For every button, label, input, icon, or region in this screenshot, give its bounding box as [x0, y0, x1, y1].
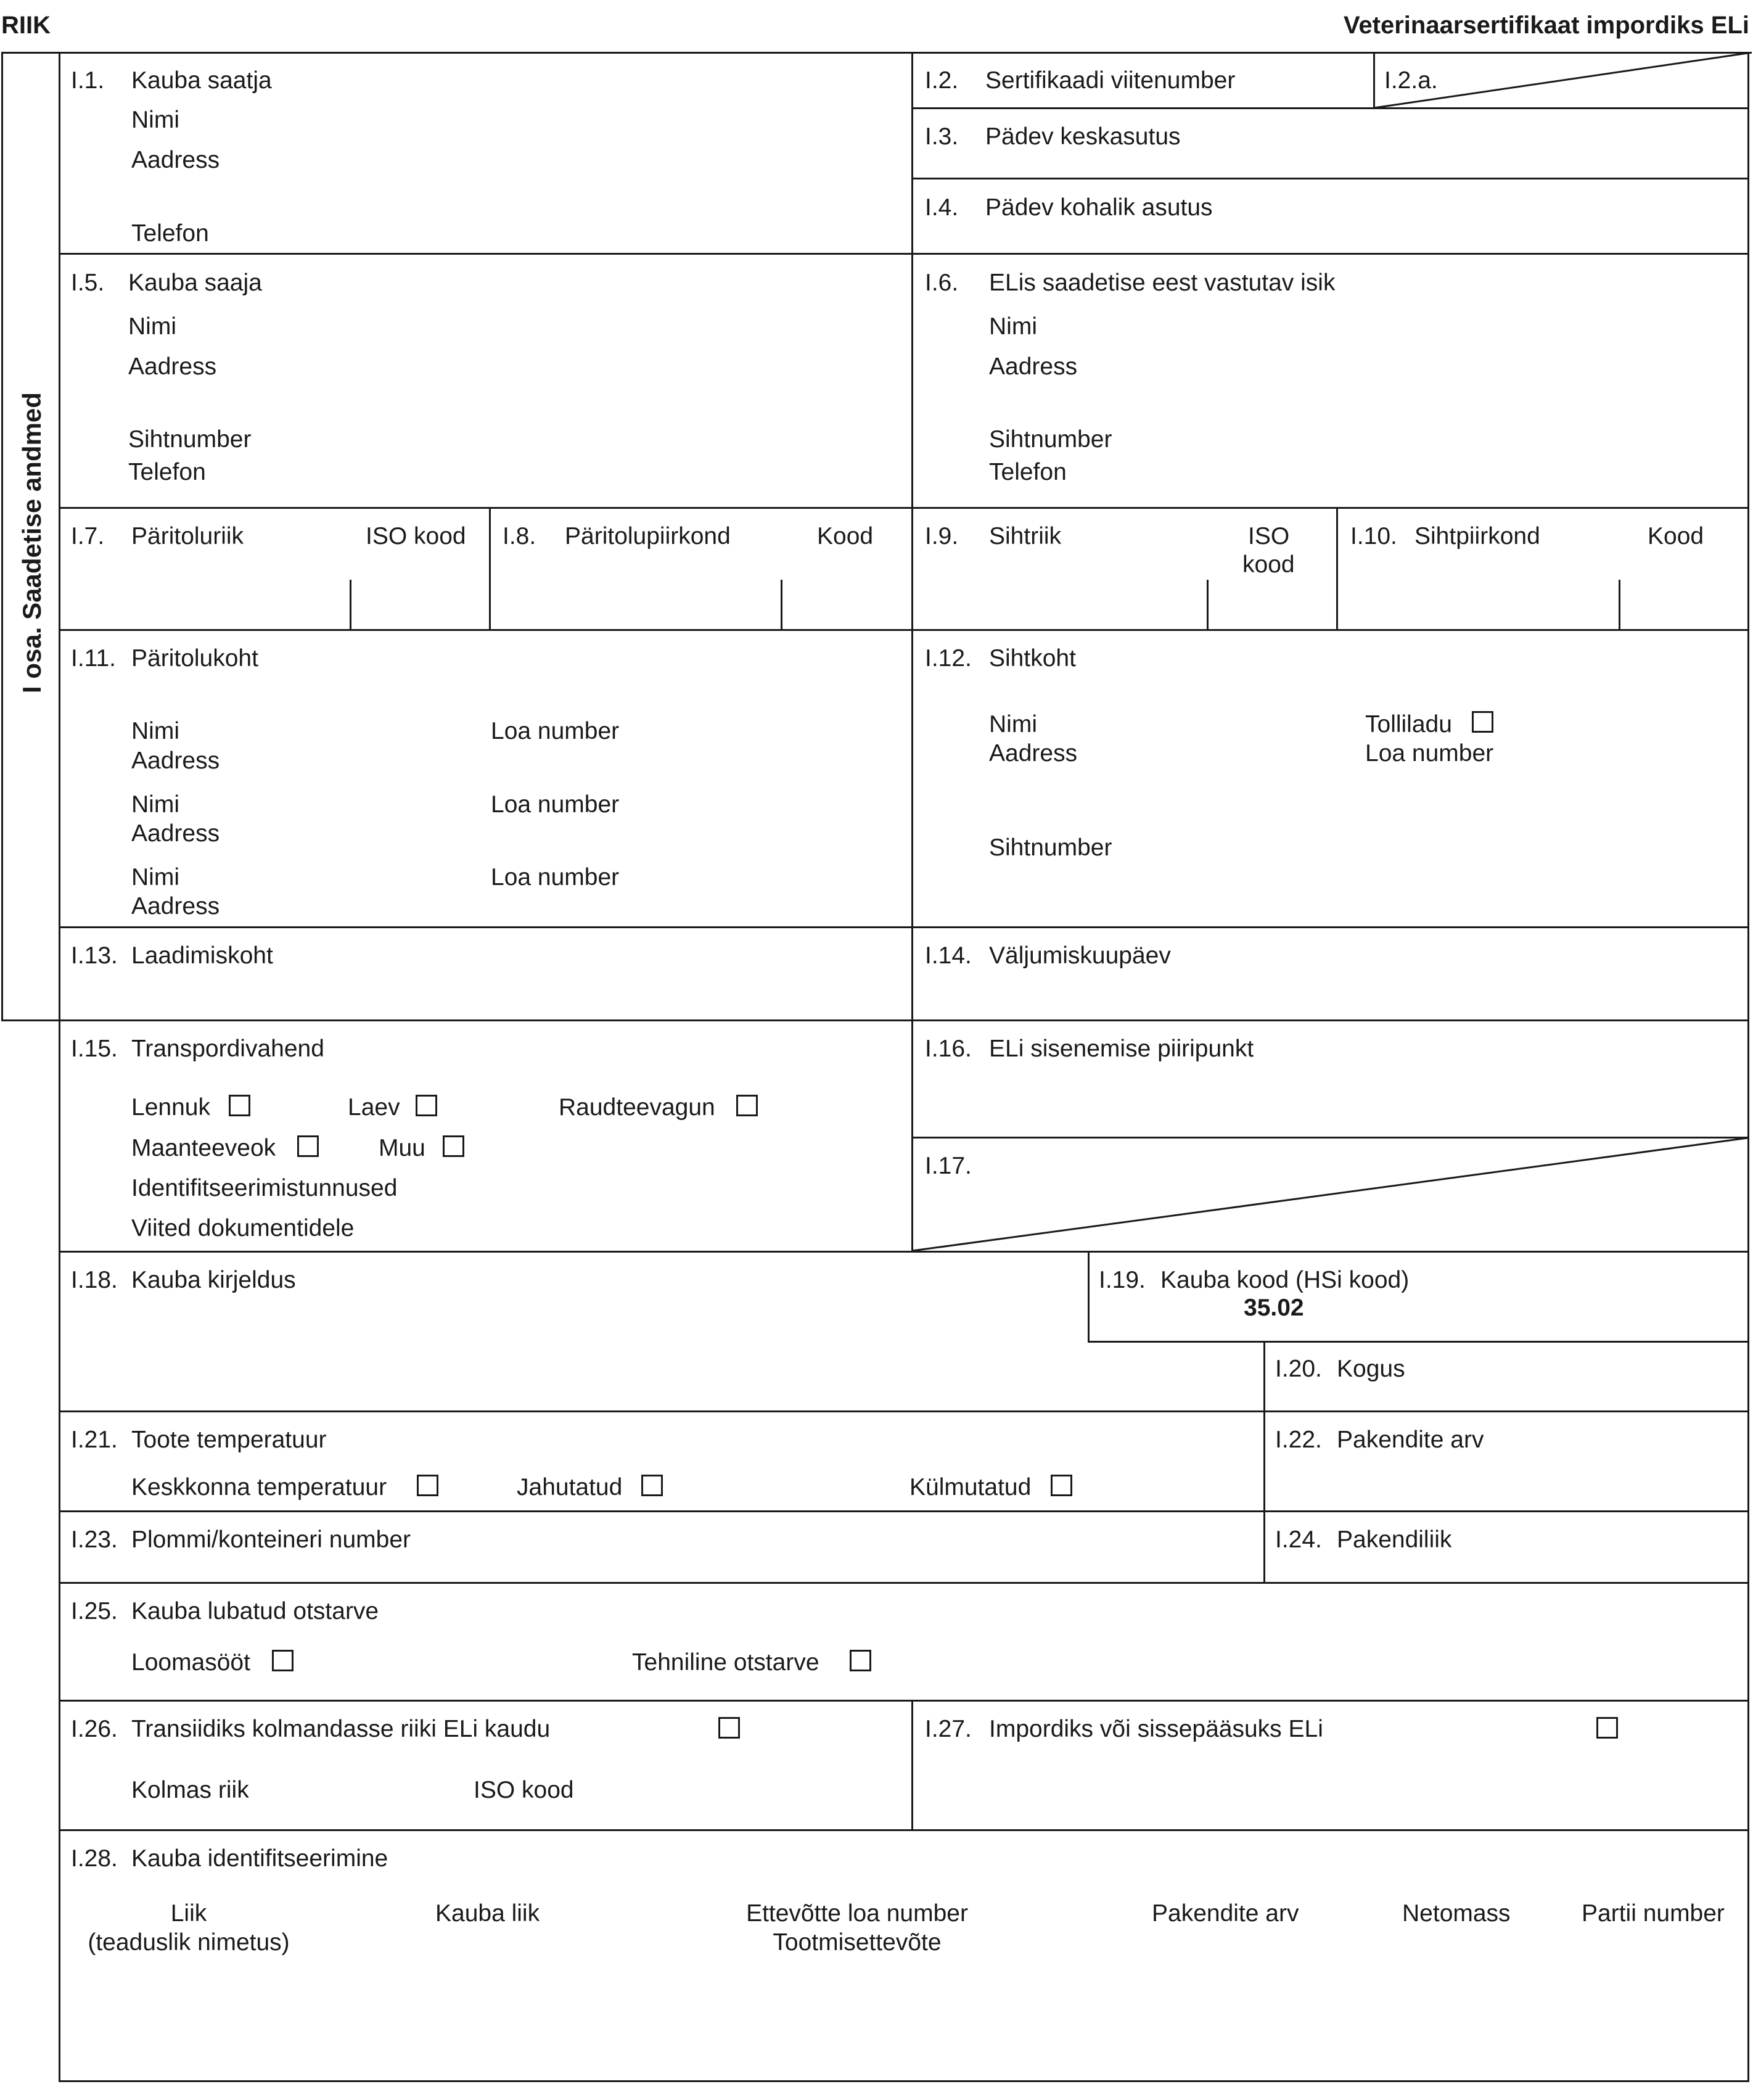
consignor-title: Kauba saatja: [131, 67, 272, 94]
country-destination-title: Sihtriik: [989, 523, 1062, 550]
chilled-label: Jahutatud: [517, 1474, 623, 1501]
country-origin-title: Päritoluriik: [131, 523, 244, 550]
ambient-checkbox[interactable]: [417, 1475, 438, 1496]
code-label: Kood: [817, 523, 874, 550]
column-net-weight: Netomass: [1402, 1900, 1511, 1927]
box-number: I.21.: [71, 1427, 118, 1453]
central-authority-title: Pädev keskasutus: [985, 123, 1181, 150]
box-number: I.2.a.: [1384, 67, 1438, 94]
entry-point-title: ELi sisenemise piiripunkt: [989, 1036, 1254, 1062]
box-number: I.6.: [925, 270, 959, 296]
commodity-code-title: Kauba kood (HSi kood): [1160, 1267, 1410, 1293]
responsible-person-title: ELis saadetise eest vastutav isik: [989, 270, 1336, 296]
box-number: I.23.: [71, 1526, 118, 1553]
transit-title: Transiidiks kolmandasse riiki ELi kaudu: [131, 1716, 551, 1742]
origin-approval-label: Loa number: [491, 718, 620, 744]
box-number: I.27.: [925, 1716, 972, 1742]
ship-checkbox[interactable]: [416, 1095, 437, 1116]
origin-name-label: Nimi: [131, 791, 179, 818]
loading-place-title: Laadimiskoht: [131, 942, 273, 969]
box-number: I.2.: [925, 67, 959, 94]
other-checkbox[interactable]: [443, 1135, 464, 1157]
origin-name-label: Nimi: [131, 718, 179, 744]
customs-warehouse-label: Tolliladu: [1365, 711, 1452, 738]
consignor-phone-label: Telefon: [131, 220, 209, 247]
responsible-name-label: Nimi: [989, 313, 1037, 340]
country-label: RIIK: [1, 12, 51, 39]
origin-address-label: Aadress: [131, 747, 220, 774]
certificate-ref-title: Sertifikaadi viitenumber: [985, 67, 1236, 94]
technical-use-checkbox[interactable]: [850, 1650, 871, 1671]
destination-address-label: Aadress: [989, 740, 1078, 767]
box-number: I.26.: [71, 1716, 118, 1742]
box-number: I.9.: [925, 523, 959, 550]
origin-name-label: Nimi: [131, 864, 179, 891]
box-number: I.16.: [925, 1036, 972, 1062]
column-species-scientific: (teaduslik nimetus): [88, 1929, 290, 1956]
certificate-title: Veterinaarsertifikaat impordiks ELi: [1343, 12, 1749, 39]
box-number: I.1.: [71, 67, 105, 94]
box-number: I.10.: [1350, 523, 1397, 550]
road-vehicle-label: Maanteeveok: [131, 1135, 276, 1161]
iso-code-label: ISO kood: [474, 1777, 574, 1803]
consignee-postcode-label: Sihtnumber: [128, 426, 252, 453]
box-number: I.5.: [71, 270, 105, 296]
box-number: I.19.: [1099, 1267, 1146, 1293]
ship-label: Laev: [348, 1094, 400, 1121]
local-authority-title: Pädev kohalik asutus: [985, 194, 1213, 221]
region-origin-title: Päritolupiirkond: [565, 523, 731, 550]
iso-label: ISO: [1248, 523, 1290, 550]
column-plant-approval: Ettevõtte loa number: [746, 1900, 968, 1927]
commodity-description-title: Kauba kirjeldus: [131, 1267, 296, 1293]
commodity-code-value: 35.02: [1244, 1295, 1304, 1321]
box-number: I.3.: [925, 123, 959, 150]
region-destination-title: Sihtpiirkond: [1414, 523, 1540, 550]
feedingstuff-checkbox[interactable]: [272, 1650, 294, 1671]
railway-label: Raudteevagun: [559, 1094, 715, 1121]
destination-name-label: Nimi: [989, 711, 1037, 738]
box-number: I.4.: [925, 194, 959, 221]
aeroplane-checkbox[interactable]: [229, 1095, 250, 1116]
destination-postcode-label: Sihtnumber: [989, 834, 1112, 861]
ambient-label: Keskkonna temperatuur: [131, 1474, 387, 1501]
column-commodity-nature: Kauba liik: [435, 1900, 540, 1927]
consignee-title: Kauba saaja: [128, 270, 262, 296]
identification-label: Identifitseerimistunnused: [131, 1175, 398, 1201]
feedingstuff-label: Loomasööt: [131, 1649, 250, 1676]
frozen-label: Külmutatud: [909, 1474, 1032, 1501]
strike-line: [913, 1138, 1748, 1251]
box-number: I.22.: [1275, 1427, 1322, 1453]
origin-approval-label: Loa number: [491, 864, 620, 891]
responsible-phone-label: Telefon: [989, 459, 1067, 485]
consignee-phone-label: Telefon: [128, 459, 206, 485]
departure-date-title: Väljumiskuupäev: [989, 942, 1171, 969]
import-title: Impordiks või sissepääsuks ELi: [989, 1716, 1323, 1742]
temperature-title: Toote temperatuur: [131, 1427, 327, 1453]
box-number: I.8.: [503, 523, 536, 550]
place-destination-title: Sihtkoht: [989, 645, 1076, 672]
box-number: I.13.: [71, 942, 118, 969]
seal-number-title: Plommi/konteineri number: [131, 1526, 411, 1553]
box-number: I.20.: [1275, 1356, 1322, 1382]
destination-approval-label: Loa number: [1365, 740, 1494, 767]
packages-count-title: Pakendite arv: [1337, 1427, 1484, 1453]
identification-title: Kauba identifitseerimine: [131, 1845, 388, 1872]
origin-address-label: Aadress: [131, 893, 220, 920]
responsible-postcode-label: Sihtnumber: [989, 426, 1112, 453]
code-label: kood: [1242, 551, 1295, 578]
box-number: I.11.: [71, 645, 116, 672]
customs-warehouse-checkbox[interactable]: [1472, 711, 1493, 733]
box-number: I.24.: [1275, 1526, 1322, 1553]
import-checkbox[interactable]: [1596, 1717, 1618, 1739]
package-type-title: Pakendiliik: [1337, 1526, 1452, 1553]
box-number: I.12.: [925, 645, 972, 672]
quantity-title: Kogus: [1337, 1356, 1405, 1382]
aeroplane-label: Lennuk: [131, 1094, 210, 1121]
documentary-refs-label: Viited dokumentidele: [131, 1215, 355, 1241]
iso-code-label: ISO kood: [366, 523, 466, 550]
chilled-checkbox[interactable]: [641, 1475, 663, 1496]
code-label: Kood: [1648, 523, 1704, 550]
railway-checkbox[interactable]: [736, 1095, 758, 1116]
box-number: I.18.: [71, 1267, 118, 1293]
certified-use-title: Kauba lubatud otstarve: [131, 1598, 379, 1624]
column-species: Liik: [170, 1900, 207, 1927]
column-batch-number: Partii number: [1582, 1900, 1725, 1927]
transit-checkbox[interactable]: [718, 1717, 740, 1739]
box-number: I.28.: [71, 1845, 118, 1872]
box-number: I.15.: [71, 1036, 118, 1062]
transport-title: Transpordivahend: [131, 1036, 324, 1062]
responsible-address-label: Aadress: [989, 353, 1078, 380]
column-manufacturing-plant: Tootmisettevõte: [773, 1929, 942, 1956]
part-label: I osa. Saadetise andmed: [17, 392, 46, 693]
box-number: I.7.: [71, 523, 105, 550]
frozen-checkbox[interactable]: [1051, 1475, 1072, 1496]
technical-use-label: Tehniline otstarve: [632, 1649, 819, 1676]
other-label: Muu: [379, 1135, 425, 1161]
consignee-address-label: Aadress: [128, 353, 217, 380]
box-number: I.17.: [925, 1153, 972, 1179]
consignor-name-label: Nimi: [131, 107, 179, 133]
origin-address-label: Aadress: [131, 820, 220, 847]
consignee-name-label: Nimi: [128, 313, 176, 340]
third-country-label: Kolmas riik: [131, 1777, 249, 1803]
place-origin-title: Päritolukoht: [131, 645, 258, 672]
consignor-address-label: Aadress: [131, 147, 220, 173]
box-number: I.25.: [71, 1598, 118, 1624]
origin-approval-label: Loa number: [491, 791, 620, 818]
road-vehicle-checkbox[interactable]: [297, 1135, 319, 1157]
box-number: I.14.: [925, 942, 972, 969]
column-packages-count: Pakendite arv: [1152, 1900, 1299, 1927]
